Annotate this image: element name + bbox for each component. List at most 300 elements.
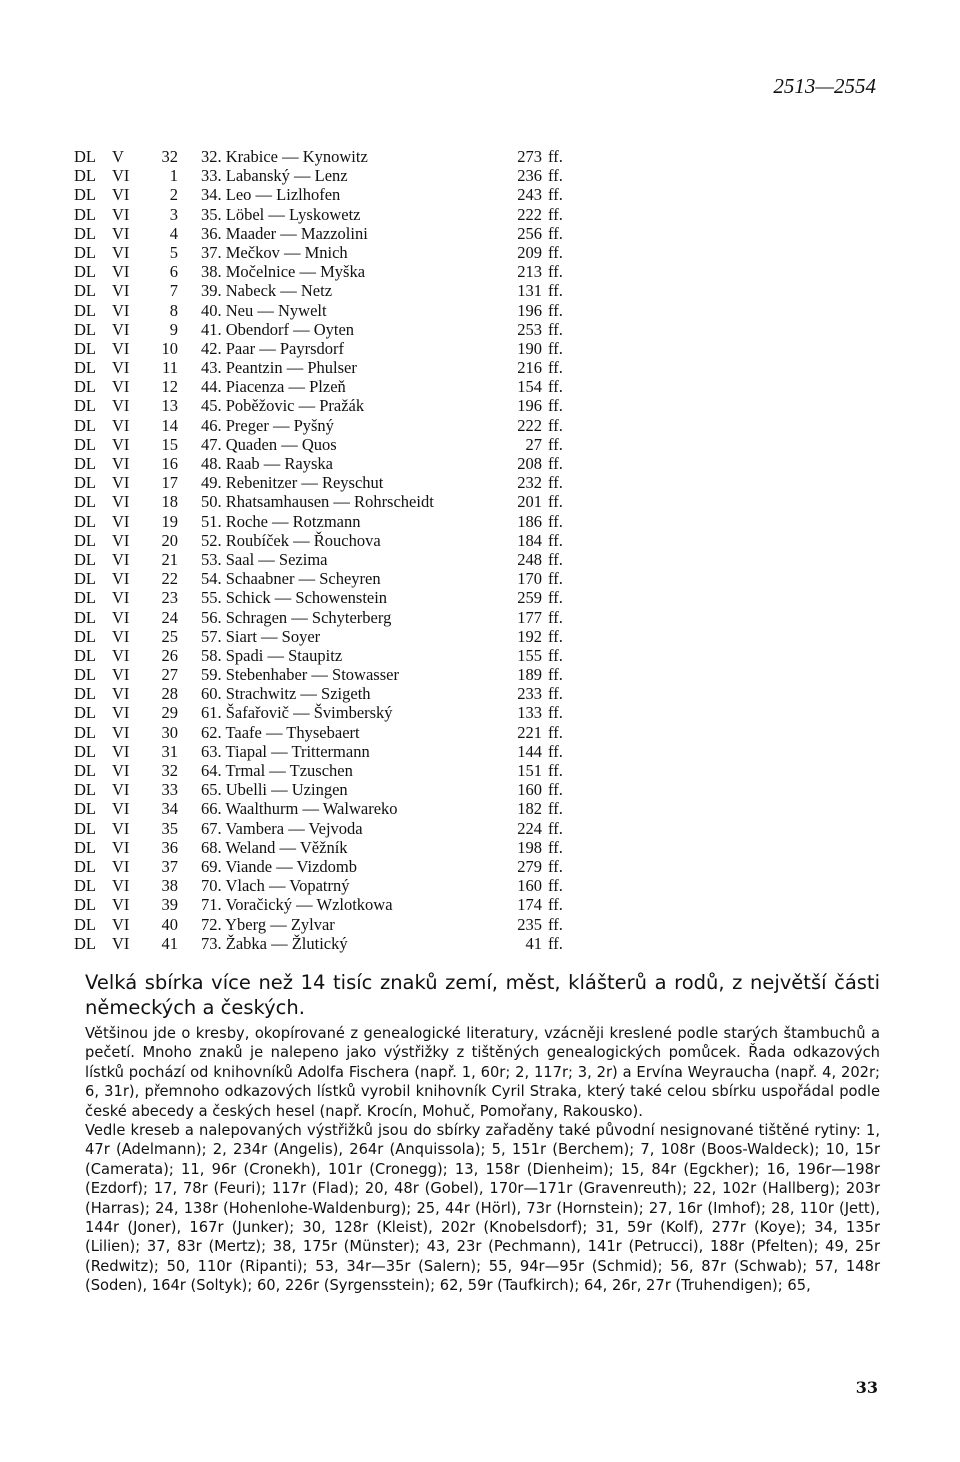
catalog-row — [74, 895, 598, 914]
catalog-series: DL — [74, 242, 96, 262]
catalog-pages: 233 — [517, 684, 542, 704]
catalog-volume: VI — [112, 684, 130, 704]
catalog-box: 5 — [169, 242, 178, 262]
catalog-pages: 279 — [517, 856, 542, 876]
catalog-row — [74, 627, 598, 646]
catalog-volume: VI — [112, 645, 130, 665]
catalog-range: 51. Roche — Rotzmann — [201, 511, 361, 531]
catalog-row — [74, 761, 598, 780]
catalog-box: 22 — [161, 569, 178, 589]
catalog-series: DL — [74, 607, 96, 627]
catalog-range: 61. Šafařovič — Švimberský — [201, 703, 393, 723]
catalog-row — [74, 876, 598, 895]
catalog-series: DL — [74, 147, 96, 166]
catalog-series: DL — [74, 511, 96, 531]
catalog-series: DL — [74, 377, 96, 397]
catalog-row — [74, 377, 598, 396]
catalog-box: 28 — [161, 684, 178, 704]
catalog-series: DL — [74, 626, 96, 646]
catalog-box: 23 — [161, 588, 178, 608]
catalog-volume: VI — [112, 492, 130, 512]
catalog-pages: 154 — [517, 377, 542, 397]
catalog-suffix: ff. — [548, 818, 563, 838]
catalog-pages: 273 — [517, 147, 542, 166]
catalog-volume: VI — [112, 665, 130, 685]
catalog-pages: 160 — [517, 780, 542, 800]
catalog-box: 24 — [161, 607, 178, 627]
catalog-series: DL — [74, 799, 96, 819]
catalog-series: DL — [74, 761, 96, 780]
catalog-box: 31 — [161, 741, 178, 761]
catalog-volume: VI — [112, 549, 130, 569]
catalog-pages: 253 — [517, 319, 542, 339]
catalog-series: DL — [74, 933, 96, 953]
catalog-series: DL — [74, 319, 96, 339]
catalog-range: 59. Stebenhaber — Stowasser — [201, 665, 399, 685]
catalog-pages: 248 — [517, 549, 542, 569]
catalog-suffix: ff. — [548, 569, 563, 589]
catalog-suffix: ff. — [548, 741, 563, 761]
catalog-pages: 186 — [517, 511, 542, 531]
catalog-volume: VI — [112, 588, 130, 608]
catalog-volume: VI — [112, 223, 130, 243]
catalog-box: 20 — [161, 530, 178, 550]
catalog-box: 16 — [161, 454, 178, 473]
catalog-row — [74, 646, 598, 665]
catalog-box: 40 — [161, 914, 178, 934]
catalog-box: 21 — [161, 549, 178, 569]
catalog-suffix: ff. — [548, 377, 563, 397]
catalog-box: 39 — [161, 895, 178, 915]
catalog-row — [74, 262, 598, 281]
page-number: 33 — [855, 1378, 878, 1397]
catalog-pages: 222 — [517, 415, 542, 435]
catalog-row — [74, 742, 598, 761]
catalog-row — [74, 301, 598, 320]
catalog-series: DL — [74, 300, 96, 320]
catalog-box: 11 — [162, 358, 178, 378]
catalog-box: 14 — [161, 415, 178, 435]
catalog-series: DL — [74, 492, 96, 512]
catalog-box: 13 — [161, 396, 178, 416]
catalog-series: DL — [74, 645, 96, 665]
catalog-suffix: ff. — [548, 761, 563, 780]
catalog-range: 42. Paar — Payrsdorf — [201, 338, 344, 358]
paragraph: Většinou jde o kresby, okopírované z genealogické literatury, vzácněji kreslené podle starých štambuchů a pečetí. Mnoho znaků je nalepeno jako výstřižky z tištěných genealogických pomůcek. Řada odkazových lístků pochází od knihovníků Adolfa Fischera (např. 1, 60r; 2, 117r; 3, 2r) a Ervína Weyraucha (např. 4, 202r; 6, 31r), přemnoho odkazových lístků vyrobil knihovník Cyril Straka, který také celou sbírku uspořádal podle české abecedy a českých hesel (např. Krocín, Mohuč, Pomořany, Rakousko). — [85, 1025, 880, 1120]
catalog-series: DL — [74, 415, 96, 435]
catalog-range: 38. Močelnice — Myška — [201, 262, 366, 282]
catalog-range: 47. Quaden — Quos — [201, 434, 337, 454]
catalog-row — [74, 454, 598, 473]
catalog-suffix: ff. — [548, 166, 563, 186]
catalog-suffix: ff. — [548, 722, 563, 742]
catalog-volume: VI — [112, 473, 130, 493]
catalog-range: 33. Labanský — Lenz — [201, 166, 348, 186]
catalog-volume: VI — [112, 856, 130, 876]
catalog-pages: 198 — [517, 837, 542, 857]
catalog-row — [74, 819, 598, 838]
catalog-pages: 232 — [517, 473, 542, 493]
catalog-volume: VI — [112, 242, 130, 262]
catalog-pages: 131 — [517, 281, 542, 301]
catalog-volume: VI — [112, 818, 130, 838]
catalog-box: 1 — [169, 166, 178, 186]
catalog-range: 39. Nabeck — Netz — [201, 281, 333, 301]
catalog-row — [74, 185, 598, 204]
catalog-pages: 196 — [517, 396, 542, 416]
catalog-pages: 224 — [517, 818, 542, 838]
catalog-box: 25 — [161, 626, 178, 646]
catalog-row — [74, 569, 598, 588]
catalog-box: 7 — [169, 281, 178, 301]
catalog-row — [74, 224, 598, 243]
catalog-range: 54. Schaabner — Scheyren — [201, 569, 381, 589]
catalog-suffix: ff. — [548, 914, 563, 934]
catalog-row — [74, 512, 598, 531]
catalog-range: 71. Voračický — Wzlotkowa — [201, 895, 393, 915]
catalog-volume: VI — [112, 607, 130, 627]
catalog-volume: VI — [112, 415, 130, 435]
catalog-box: 2 — [169, 185, 178, 205]
catalog-row — [74, 799, 598, 818]
catalog-range: 67. Vambera — Vejvoda — [201, 818, 363, 838]
catalog-series: DL — [74, 262, 96, 282]
catalog-suffix: ff. — [548, 933, 563, 953]
catalog-suffix: ff. — [548, 415, 563, 435]
catalog-volume: VI — [112, 338, 130, 358]
catalog-box: 4 — [169, 223, 178, 243]
catalog-suffix: ff. — [548, 454, 563, 473]
body-text — [85, 1024, 880, 1296]
catalog-suffix: ff. — [548, 262, 563, 282]
catalog-range: 65. Ubelli — Uzingen — [201, 780, 348, 800]
catalog-series: DL — [74, 473, 96, 493]
catalog-suffix: ff. — [548, 473, 563, 493]
catalog-box: 37 — [161, 856, 178, 876]
catalog-box: 8 — [169, 300, 178, 320]
catalog-box: 26 — [161, 645, 178, 665]
catalog-range: 50. Rhatsamhausen — Rohrscheidt — [201, 492, 434, 512]
catalog-row — [74, 608, 598, 627]
catalog-box: 3 — [169, 204, 178, 224]
catalog-range: 57. Siart — Soyer — [201, 626, 321, 646]
catalog-pages: 236 — [517, 166, 542, 186]
catalog-box: 18 — [161, 492, 178, 512]
catalog-volume: VI — [112, 703, 130, 723]
catalog-pages: 196 — [517, 300, 542, 320]
catalog-pages: 192 — [517, 626, 542, 646]
catalog-suffix: ff. — [548, 492, 563, 512]
catalog-series: DL — [74, 665, 96, 685]
catalog-row — [74, 857, 598, 876]
catalog-series: DL — [74, 588, 96, 608]
catalog-series: DL — [74, 837, 96, 857]
catalog-pages: 160 — [517, 876, 542, 896]
catalog-box: 30 — [161, 722, 178, 742]
catalog-pages: 174 — [517, 895, 542, 915]
catalog-row — [74, 243, 598, 262]
catalog-pages: 256 — [517, 223, 542, 243]
catalog-pages: 209 — [517, 242, 542, 262]
catalog-suffix: ff. — [548, 549, 563, 569]
catalog-row — [74, 435, 598, 454]
catalog-series: DL — [74, 549, 96, 569]
catalog-volume: VI — [112, 358, 130, 378]
catalog-row — [74, 396, 598, 415]
catalog-pages: 182 — [517, 799, 542, 819]
catalog-row — [74, 723, 598, 742]
catalog-volume: VI — [112, 319, 130, 339]
section-heading: Velká sbírka více než 14 tisíc znaků zemí, měst, klášterů a rodů, z největší části německých a českých. — [85, 971, 880, 1019]
catalog-box: 41 — [161, 933, 178, 953]
catalog-pages: 221 — [517, 722, 542, 742]
catalog-range: 48. Raab — Rayska — [201, 454, 333, 473]
catalog-box: 9 — [169, 319, 178, 339]
catalog-series: DL — [74, 703, 96, 723]
catalog-pages: 184 — [517, 530, 542, 550]
catalog-range: 45. Poběžovic — Pražák — [201, 396, 365, 416]
catalog-volume: VI — [112, 511, 130, 531]
catalog-row — [74, 166, 598, 185]
catalog-box: 17 — [161, 473, 178, 493]
catalog-range: 64. Trmal — Tzuschen — [201, 761, 353, 780]
catalog-range: 60. Strachwitz — Szigeth — [201, 684, 371, 704]
catalog-list — [74, 147, 598, 953]
catalog-suffix: ff. — [548, 895, 563, 915]
catalog-range: 53. Saal — Sezima — [201, 549, 328, 569]
catalog-volume: VI — [112, 262, 130, 282]
catalog-volume: VI — [112, 185, 130, 205]
catalog-row — [74, 915, 598, 934]
catalog-box: 29 — [161, 703, 178, 723]
catalog-box: 12 — [161, 377, 178, 397]
catalog-box: 38 — [161, 876, 178, 896]
catalog-row — [74, 281, 598, 300]
catalog-pages: 235 — [517, 914, 542, 934]
catalog-row — [74, 838, 598, 857]
catalog-box: 15 — [161, 434, 178, 454]
catalog-series: DL — [74, 358, 96, 378]
catalog-volume: V — [112, 147, 124, 166]
catalog-suffix: ff. — [548, 780, 563, 800]
catalog-row — [74, 934, 598, 953]
catalog-pages: 208 — [517, 454, 542, 473]
catalog-box: 33 — [161, 780, 178, 800]
catalog-suffix: ff. — [548, 242, 563, 262]
catalog-suffix: ff. — [548, 358, 563, 378]
catalog-box: 10 — [161, 338, 178, 358]
catalog-box: 32 — [161, 147, 178, 166]
catalog-row — [74, 416, 598, 435]
catalog-box: 32 — [161, 761, 178, 780]
catalog-range: 37. Mečkov — Mnich — [201, 242, 348, 262]
catalog-series: DL — [74, 396, 96, 416]
catalog-pages: 144 — [517, 741, 542, 761]
catalog-volume: VI — [112, 204, 130, 224]
catalog-series: DL — [74, 166, 96, 186]
catalog-series: DL — [74, 434, 96, 454]
catalog-pages: 213 — [517, 262, 542, 282]
catalog-volume: VI — [112, 799, 130, 819]
catalog-pages: 133 — [517, 703, 542, 723]
catalog-row — [74, 703, 598, 722]
catalog-suffix: ff. — [548, 530, 563, 550]
catalog-range: 32. Krabice — Kynowitz — [201, 147, 368, 166]
catalog-range: 55. Schick — Schowenstein — [201, 588, 388, 608]
catalog-suffix: ff. — [548, 799, 563, 819]
catalog-volume: VI — [112, 569, 130, 589]
catalog-series: DL — [74, 338, 96, 358]
catalog-suffix: ff. — [548, 645, 563, 665]
catalog-range: 49. Rebenitzer — Reyschut — [201, 473, 384, 493]
catalog-suffix: ff. — [548, 204, 563, 224]
catalog-series: DL — [74, 223, 96, 243]
catalog-range: 72. Yberg — Zylvar — [201, 914, 335, 934]
catalog-range: 40. Neu — Nywelt — [201, 300, 327, 320]
catalog-suffix: ff. — [548, 300, 563, 320]
catalog-pages: 216 — [517, 358, 542, 378]
catalog-range: 52. Roubíček — Řouchova — [201, 530, 381, 550]
catalog-pages: 201 — [517, 492, 542, 512]
catalog-series: DL — [74, 876, 96, 896]
catalog-volume: VI — [112, 377, 130, 397]
catalog-series: DL — [74, 914, 96, 934]
catalog-box: 19 — [161, 511, 178, 531]
catalog-range: 46. Preger — Pyšný — [201, 415, 334, 435]
catalog-series: DL — [74, 185, 96, 205]
paragraph: Vedle kreseb a nalepovaných výstřižků jsou do sbírky zařaděny také původní nesignované tištěné rytiny: 1, 47r (Adelmann); 2, 234r (Angelis), 264r (Anquissola); 5, 151r (Berchem); 7, 108r (Boos-Waldeck); 10, 15r (Camerata); 11, 96r (Cronekh), 101r (Cronegg); 13, 158r (Dienheim); 15, 84r (Egckher); 16, 196r—198r (Ezdorf); 17, 78r (Feuri); 117r (Flad); 20, 48r (Gobel), 170r—171r (Gravenreuth); 22, 102r (Hallberg); 203r (Harras); 24, 138r (Hohenlohe-Waldenburg); 25, 44r (Hörl), 73r (Hornstein); 27, 16r (Imhof); 28, 110r (Jett), 144r (Joner), 167r (Junker); 30, 128r (Kleist), 202r (Knobelsdorf); 31, 59r (Kolf), 277r (Koye); 34, 135r (Lilien); 37, 83r (Mertz); 38, 175r (Münster); 43, 23r (Pechmann), 141r (Petrucci), 188r (Pfelten); 49, 25r (Redwitz); 50, 110r (Ripanti); 53, 34r—35r (Salern); 55, 94r—95r (Schmid); 56, 87r (Schwab); 57, 148r (Soden), 164r (Soltyk); 60, 226r (Syrgensstein); 62, 59r (Taufkirch); 64, 26r, 27r (Truhendigen); 65, — [85, 1122, 880, 1295]
catalog-suffix: ff. — [548, 588, 563, 608]
catalog-pages: 177 — [517, 607, 542, 627]
catalog-suffix: ff. — [548, 684, 563, 704]
catalog-volume: VI — [112, 281, 130, 301]
catalog-range: 62. Taafe — Thysebaert — [201, 722, 360, 742]
catalog-pages: 189 — [517, 665, 542, 685]
catalog-volume: VI — [112, 530, 130, 550]
catalog-row — [74, 492, 598, 511]
catalog-suffix: ff. — [548, 837, 563, 857]
catalog-volume: VI — [112, 741, 130, 761]
catalog-range: 41. Obendorf — Oyten — [201, 319, 355, 339]
catalog-row — [74, 339, 598, 358]
catalog-suffix: ff. — [548, 223, 563, 243]
catalog-range: 73. Žabka — Žlutický — [201, 933, 348, 953]
catalog-series: DL — [74, 741, 96, 761]
catalog-range: 43. Peantzin — Phulser — [201, 358, 357, 378]
catalog-range: 69. Viande — Vizdomb — [201, 856, 357, 876]
catalog-box: 6 — [169, 262, 178, 282]
catalog-row — [74, 320, 598, 339]
catalog-pages: 151 — [517, 761, 542, 780]
catalog-suffix: ff. — [548, 147, 563, 166]
catalog-series: DL — [74, 454, 96, 473]
catalog-suffix: ff. — [548, 338, 563, 358]
catalog-volume: VI — [112, 722, 130, 742]
catalog-series: DL — [74, 204, 96, 224]
catalog-row — [74, 665, 598, 684]
catalog-series: DL — [74, 569, 96, 589]
catalog-row — [74, 147, 598, 166]
catalog-volume: VI — [112, 876, 130, 896]
catalog-range: 68. Weland — Věžník — [201, 837, 348, 857]
catalog-volume: VI — [112, 396, 130, 416]
catalog-pages: 41 — [525, 933, 542, 953]
catalog-row — [74, 588, 598, 607]
catalog-row — [74, 473, 598, 492]
catalog-series: DL — [74, 895, 96, 915]
catalog-row — [74, 684, 598, 703]
catalog-pages: 155 — [517, 645, 542, 665]
catalog-range: 34. Leo — Lizlhofen — [201, 185, 341, 205]
catalog-pages: 259 — [517, 588, 542, 608]
catalog-series: DL — [74, 722, 96, 742]
catalog-volume: VI — [112, 837, 130, 857]
catalog-pages: 243 — [517, 185, 542, 205]
catalog-series: DL — [74, 684, 96, 704]
catalog-volume: VI — [112, 300, 130, 320]
catalog-row — [74, 550, 598, 569]
catalog-volume: VI — [112, 761, 130, 780]
catalog-row — [74, 780, 598, 799]
catalog-range: 35. Löbel — Lyskowetz — [201, 204, 361, 224]
catalog-range: 36. Maader — Mazzolini — [201, 223, 368, 243]
catalog-volume: VI — [112, 434, 130, 454]
catalog-suffix: ff. — [548, 511, 563, 531]
running-head: 2513—2554 — [773, 74, 876, 98]
catalog-range: 58. Spadi — Staupitz — [201, 645, 343, 665]
catalog-range: 70. Vlach — Vopatrný — [201, 876, 350, 896]
catalog-suffix: ff. — [548, 607, 563, 627]
catalog-suffix: ff. — [548, 876, 563, 896]
catalog-volume: VI — [112, 914, 130, 934]
catalog-box: 27 — [161, 665, 178, 685]
catalog-series: DL — [74, 530, 96, 550]
catalog-suffix: ff. — [548, 434, 563, 454]
catalog-suffix: ff. — [548, 319, 563, 339]
catalog-series: DL — [74, 780, 96, 800]
catalog-pages: 222 — [517, 204, 542, 224]
catalog-suffix: ff. — [548, 665, 563, 685]
catalog-pages: 170 — [517, 569, 542, 589]
catalog-suffix: ff. — [548, 185, 563, 205]
catalog-volume: VI — [112, 933, 130, 953]
catalog-suffix: ff. — [548, 856, 563, 876]
catalog-suffix: ff. — [548, 281, 563, 301]
catalog-volume: VI — [112, 895, 130, 915]
catalog-box: 34 — [161, 799, 178, 819]
catalog-suffix: ff. — [548, 703, 563, 723]
catalog-range: 56. Schragen — Schyterberg — [201, 607, 392, 627]
catalog-series: DL — [74, 281, 96, 301]
catalog-row — [74, 358, 598, 377]
catalog-row — [74, 531, 598, 550]
catalog-range: 63. Tiapal — Trittermann — [201, 741, 370, 761]
catalog-volume: VI — [112, 626, 130, 646]
catalog-suffix: ff. — [548, 626, 563, 646]
catalog-box: 35 — [161, 818, 178, 838]
catalog-pages: 190 — [517, 338, 542, 358]
catalog-range: 44. Piacenza — Plzeň — [201, 377, 346, 397]
catalog-volume: VI — [112, 166, 130, 186]
catalog-suffix: ff. — [548, 396, 563, 416]
catalog-range: 66. Waalthurm — Walwareko — [201, 799, 398, 819]
catalog-volume: VI — [112, 780, 130, 800]
catalog-series: DL — [74, 818, 96, 838]
catalog-box: 36 — [161, 837, 178, 857]
catalog-series: DL — [74, 856, 96, 876]
catalog-volume: VI — [112, 454, 130, 473]
catalog-pages: 27 — [525, 434, 542, 454]
